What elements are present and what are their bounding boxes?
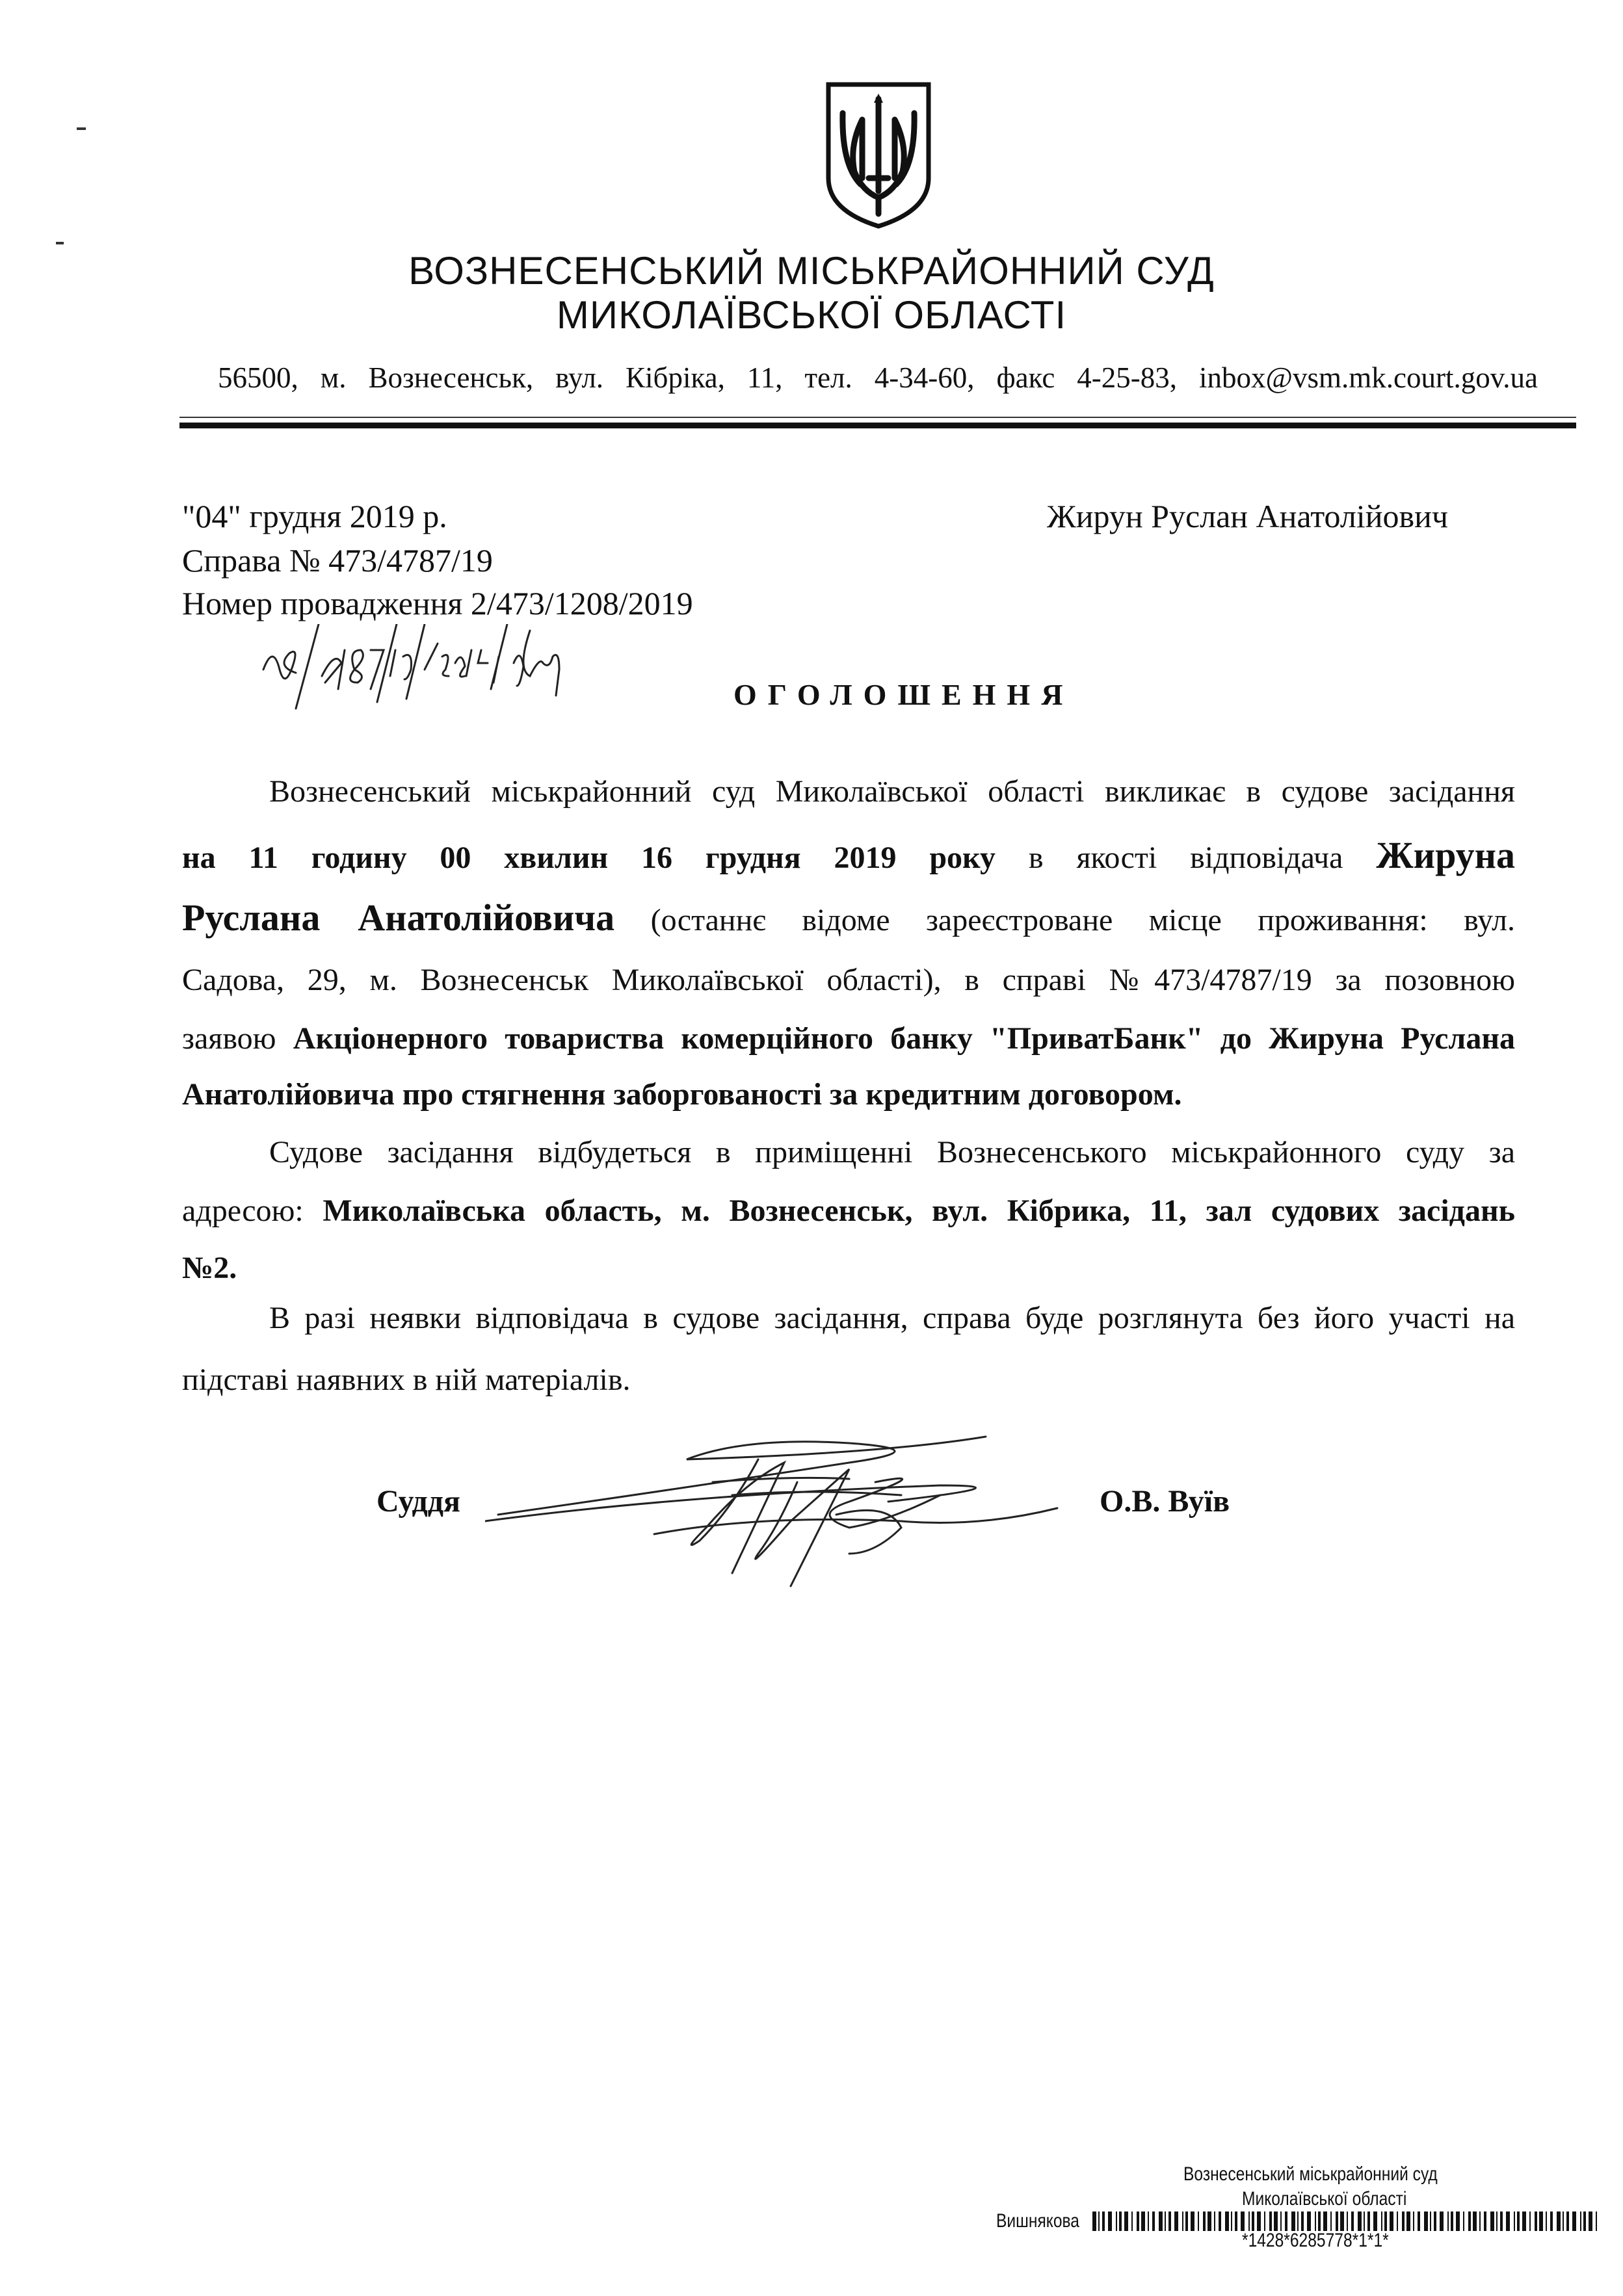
barcode-bar [1596, 2211, 1597, 2231]
bold-text: №2. [182, 1251, 237, 1285]
judge-signature [485, 1424, 1064, 1606]
barcode-bar [1500, 2211, 1503, 2231]
text: в якості відповідача [996, 841, 1377, 875]
barcode-bar [1168, 2211, 1171, 2231]
header-divider-thin [179, 417, 1576, 418]
barcode-number: *1428*6285778*1*1* [1242, 2230, 1389, 2251]
barcode-bar [1406, 2211, 1410, 2231]
barcode-bar [1358, 2211, 1362, 2231]
barcode-bar [1373, 2211, 1377, 2231]
barcode-bar [1484, 2211, 1486, 2231]
footer-court-line1: Вознесенський міськрайонний суд [1183, 2163, 1438, 2185]
barcode-bar [1456, 2211, 1460, 2231]
case-number: Справа № 473/4787/19 [182, 542, 493, 579]
recipient-name: Жирун Руслан Анатолійович [1047, 498, 1448, 534]
coat-of-arms-icon [823, 81, 934, 229]
paragraph-2-line [182, 1193, 1515, 1229]
barcode-bar [1257, 2211, 1261, 2231]
barcode-bar [1131, 2211, 1133, 2231]
paragraph-1-line [182, 833, 1515, 877]
handwritten-reference [257, 624, 569, 715]
barcode-bar [1381, 2211, 1382, 2231]
bold-text: Миколаївська область, м. Вознесенськ, вул. Кібрика, 11, зал судових засідань [323, 1194, 1515, 1228]
barcode-bar [1473, 2211, 1477, 2231]
barcode-bar [1506, 2211, 1510, 2231]
barcode-bar [1315, 2211, 1316, 2231]
paragraph-1-line [269, 774, 1515, 809]
barcode-bar [1583, 2211, 1586, 2231]
footer-court-line2: Миколаївської області [1242, 2188, 1407, 2210]
paragraph-2-line [182, 1250, 1515, 1286]
court-name-line1: ВОЗНЕСЕНСЬКИЙ МІСЬКРАЙОННИЙ СУД [408, 249, 1215, 293]
barcode-bar [1413, 2211, 1414, 2231]
barcode-bar [1248, 2211, 1250, 2231]
barcode-bar [1539, 2211, 1543, 2231]
barcode-bar [1384, 2211, 1387, 2231]
barcode-bar [1102, 2211, 1105, 2231]
barcode-bar [1098, 2211, 1100, 2231]
barcode-bar [1546, 2211, 1547, 2231]
barcode-bar [1274, 2211, 1278, 2231]
header-divider [179, 423, 1576, 428]
barcode-bar [1424, 2211, 1428, 2231]
barcode-bar [1280, 2211, 1282, 2231]
barcode-bar [1514, 2211, 1515, 2231]
barcode-bar [1124, 2211, 1128, 2231]
barcode-bar [1108, 2211, 1112, 2231]
barcode-bar [1566, 2211, 1569, 2231]
bold-text: Анатолійовича про стягнення заборгованості за кредитним договором. [182, 1077, 1182, 1112]
text: Судове засідання відбудеться в приміщенні Вознесенського міськрайонного суду за [269, 1135, 1515, 1169]
text: (останнє відоме зареєстроване місце проживання: вул. [614, 903, 1516, 937]
barcode-bar [1463, 2211, 1464, 2231]
paragraph-1-line [182, 1021, 1515, 1056]
barcode-bar [1440, 2211, 1444, 2231]
barcode-bar [1390, 2211, 1393, 2231]
bold-text: Руслана Анатолійовича [182, 896, 615, 939]
paragraph-1-line [182, 962, 1515, 998]
bold-text: на 11 годину 00 хвилин 16 грудня 2019 року [182, 841, 996, 875]
barcode-bar [1241, 2211, 1245, 2231]
barcode-bar [1468, 2211, 1471, 2231]
barcode-bar [1336, 2211, 1338, 2231]
barcode-bar [1572, 2211, 1576, 2231]
bold-text: Жируна [1376, 834, 1515, 876]
text: підставі наявних в ній матеріалів. [182, 1363, 631, 1397]
barcode-bar [1367, 2211, 1370, 2231]
barcode-bar [1447, 2211, 1449, 2231]
paragraph-1-line [182, 896, 1515, 939]
text: В разі неявки відповідача в судове засідання, справа буде розглянута без його участі на [269, 1301, 1515, 1335]
barcode-bar [1141, 2211, 1145, 2231]
barcode-bar [1235, 2211, 1237, 2231]
scan-speck [77, 127, 86, 130]
barcode-bar [1517, 2211, 1520, 2231]
barcode-bar [1557, 2211, 1561, 2231]
barcode-bar [1116, 2211, 1117, 2231]
proceeding-number: Номер провадження 2/473/1208/2019 [182, 585, 693, 621]
barcode-bar [1285, 2211, 1287, 2231]
judge-name: О.В. Вуїв [1100, 1484, 1230, 1519]
barcode [1092, 2211, 1606, 2231]
paragraph-3-line [182, 1362, 1515, 1398]
court-address: 56500, м. Вознесенськ, вул. Кібріка, 11, тел. 4-34-60, факс 4-25-83, inbox@vsm.mk.court.gov.ua [218, 361, 1538, 394]
barcode-bar [1550, 2211, 1553, 2231]
barcode-bar [1318, 2211, 1321, 2231]
barcode-bar [1351, 2211, 1354, 2231]
barcode-bar [1159, 2211, 1163, 2231]
barcode-bar [1191, 2211, 1194, 2231]
barcode-bar [1198, 2211, 1199, 2231]
barcode-bar [1402, 2211, 1405, 2231]
barcode-bar [1185, 2211, 1188, 2231]
barcode-bar [1165, 2211, 1166, 2231]
barcode-bar [1148, 2211, 1149, 2231]
text: Вознесенський міськрайонний суд Миколаївської області викликає в судове засідання [269, 774, 1515, 809]
barcode-bar [1214, 2211, 1215, 2231]
barcode-bar [1119, 2211, 1122, 2231]
paragraph-2-line [269, 1134, 1515, 1170]
barcode-bar [1496, 2211, 1498, 2231]
text: заявою [182, 1021, 293, 1056]
barcode-bar [1580, 2211, 1581, 2231]
barcode-bar [1490, 2211, 1494, 2231]
barcode-bar [1589, 2211, 1592, 2231]
barcode-bar [1203, 2211, 1206, 2231]
barcode-bar [1219, 2211, 1221, 2231]
barcode-bar [1330, 2211, 1332, 2231]
court-name-line2: МИКОЛАЇВСЬКОЇ ОБЛАСТІ [556, 293, 1067, 337]
barcode-bar [1323, 2211, 1327, 2231]
barcode-bar [1269, 2211, 1272, 2231]
barcode-bar [1225, 2211, 1229, 2231]
barcode-bar [1563, 2211, 1564, 2231]
barcode-bar [1479, 2211, 1481, 2231]
barcode-bar [1340, 2211, 1344, 2231]
barcode-bar [1152, 2211, 1155, 2231]
barcode-bar [1307, 2211, 1311, 2231]
clerk-name: Вишнякова [996, 2210, 1079, 2232]
judge-role-label: Суддя [376, 1484, 460, 1519]
barcode-bar [1397, 2211, 1398, 2231]
text: Садова, 29, м. Вознесенськ Миколаївської області), в справі №473/4787/19 за позовною [182, 963, 1515, 997]
paragraph-3-line [269, 1300, 1515, 1336]
barcode-bar [1430, 2211, 1431, 2231]
barcode-bar [1301, 2211, 1304, 2231]
barcode-bar [1297, 2211, 1299, 2231]
barcode-bar [1364, 2211, 1365, 2231]
barcode-bar [1182, 2211, 1183, 2231]
barcode-bar [1535, 2211, 1537, 2231]
barcode-bar [1231, 2211, 1232, 2231]
document-heading: ОГОЛОШЕННЯ [733, 678, 1074, 711]
barcode-bar [1252, 2211, 1254, 2231]
paragraph-1-line [182, 1076, 1515, 1112]
barcode-bar [1434, 2211, 1436, 2231]
barcode-bar [1451, 2211, 1453, 2231]
text: адресою: [182, 1194, 323, 1228]
barcode-bar [1418, 2211, 1420, 2231]
barcode-bar [1347, 2211, 1348, 2231]
barcode-bar [1529, 2211, 1531, 2231]
barcode-bar [1174, 2211, 1178, 2231]
barcode-bar [1207, 2211, 1211, 2231]
document-date: "04" грудня 2019 р. [182, 498, 447, 534]
barcode-bar [1137, 2211, 1139, 2231]
barcode-bar [1092, 2211, 1096, 2231]
scan-speck [56, 242, 64, 244]
barcode-bar [1291, 2211, 1295, 2231]
bold-text: Акціонерного товариства комерційного банку "ПриватБанк" до Жируна Руслана [293, 1021, 1515, 1056]
barcode-bar [1264, 2211, 1265, 2231]
barcode-bar [1522, 2211, 1526, 2231]
